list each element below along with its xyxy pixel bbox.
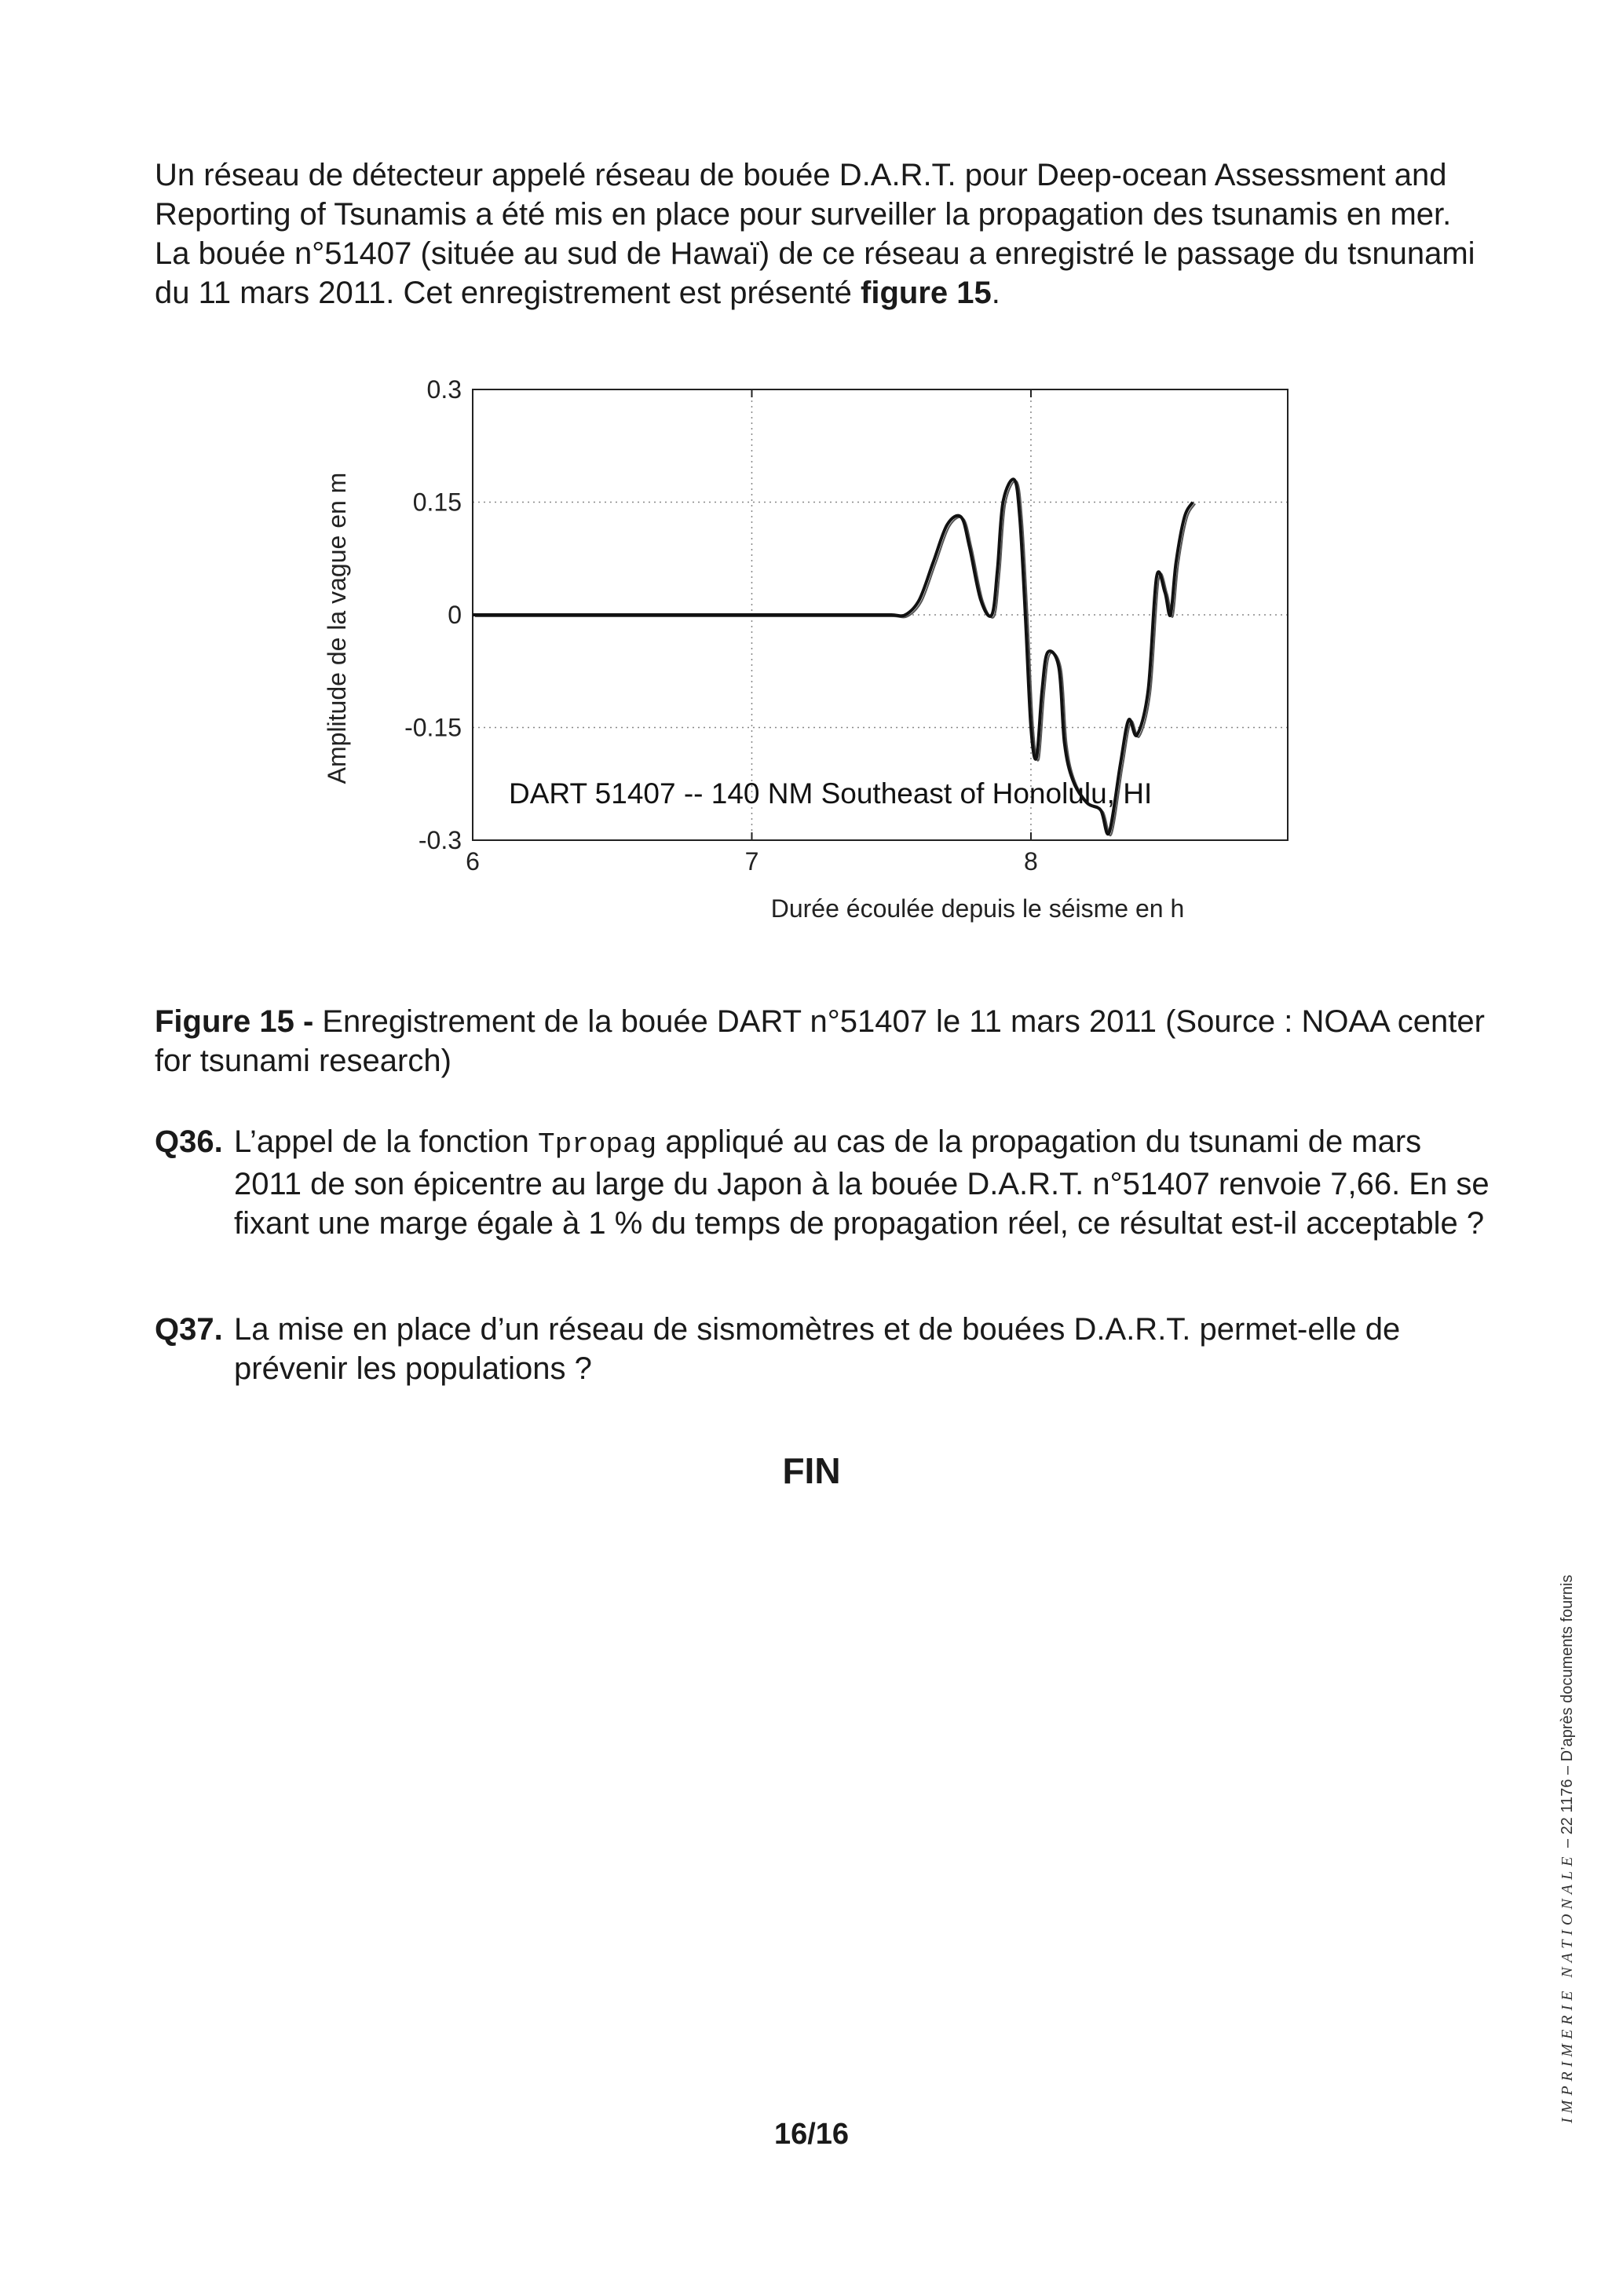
question-36-number: Q36.	[155, 1124, 223, 1159]
y-tick-label: -0.15	[404, 713, 462, 742]
question-37-number: Q37.	[155, 1312, 223, 1347]
caption-label: Figure 15 -	[155, 1004, 314, 1039]
intro-text: Un réseau de détecteur appelé réseau de bouée D.A.R.T. pour Deep-ocean Assessment and Reporting of Tsunamis a été mis en place pour surveiller la propagation des tsunamis en mer. La bouée n°51407 (située au sud de Hawaï) de ce réseau a enregistré le passage du tsnunami du 11 mars 2011. Cet enregistrement est présenté	[155, 158, 1475, 310]
printer-reference: – 22 1176 – D’après documents fournis	[1559, 1574, 1576, 1852]
intro-paragraph	[155, 155, 1490, 313]
q36-text-after: appliqué au cas de la propagation du tsunami de mars 2011 de son épicentre au large du Japon à la bouée D.A.R.T. n°51407 renvoie 7,66. En se fixant une marge égale à 1 % du temps de propagation réel, ce résultat est-il acceptable ?	[234, 1124, 1490, 1241]
x-tick-label: 8	[1024, 847, 1038, 876]
chart-annotation: DART 51407 -- 140 NM Southeast of Honolulu, HI	[509, 777, 1153, 810]
caption-text: Enregistrement de la bouée DART n°51407 le 11 mars 2011 (Source : NOAA center for tsunami research)	[155, 1004, 1485, 1078]
y-tick-label: 0.3	[426, 375, 462, 404]
printer-name: IMPRIMERIE NATIONALE	[1559, 1852, 1576, 2123]
y-axis-label: Amplitude de la vague en m	[323, 472, 351, 784]
intro-end: .	[991, 276, 1000, 310]
y-tick-label: 0.15	[412, 488, 462, 517]
figure-caption	[155, 1002, 1490, 1080]
q36-text-before: L’appel de la fonction	[234, 1124, 538, 1159]
x-tick-label: 7	[744, 847, 759, 876]
x-axis-label: Durée écoulée depuis le séisme en h	[770, 894, 1185, 923]
page-number: 16/16	[773, 2118, 850, 2151]
end-marker: FIN	[782, 1450, 841, 1491]
intro-figure-ref: figure 15	[861, 276, 992, 310]
y-axis-ticks	[404, 375, 462, 854]
y-tick-label: 0	[448, 601, 462, 629]
printer-side-note	[1559, 1574, 1577, 2123]
x-tick-label: 6	[466, 847, 480, 876]
y-tick-label: -0.3	[418, 826, 462, 854]
question-36-text	[234, 1122, 1490, 1243]
figure-15-chart	[306, 369, 1327, 934]
q36-code: Tpropag	[537, 1128, 657, 1161]
question-37-text: La mise en place d’un réseau de sismomètres et de bouées D.A.R.T. permet-elle de prévenir les populations ?	[234, 1312, 1401, 1386]
